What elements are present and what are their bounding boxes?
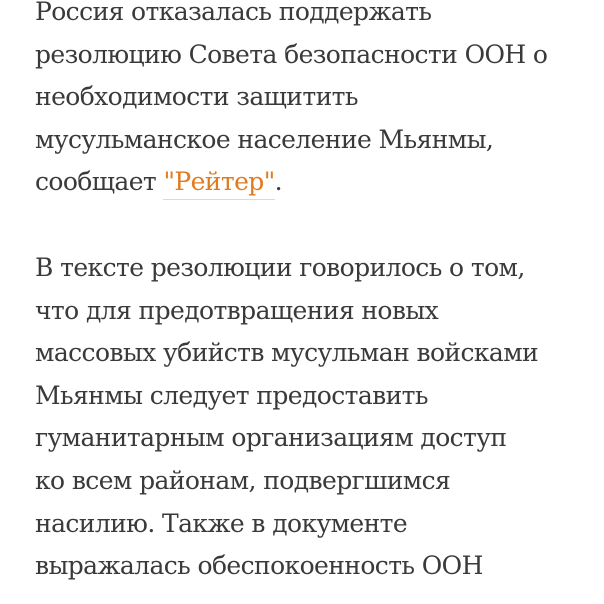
paragraph-line: резолюцию Совета безопасности ООН о [35,39,548,69]
paragraph-line: Мьянмы следует предоставить [35,380,428,410]
paragraph-2 [35,247,595,588]
paragraph-line [35,161,595,204]
paragraph-line: необходимости защитить [35,82,358,112]
paragraph-line: выражалась обеспокоенность ООН [35,551,483,581]
paragraph-line: Россия отказалась поддержать [35,0,432,26]
paragraph-line: В тексте резолюции говорилось о том, [35,252,525,282]
paragraph-line: насилию. Также в документе [35,508,408,538]
paragraph-line: мусульманское население Мьянмы, [35,124,494,154]
line-suffix: . [274,167,282,197]
paragraph-line: массовых убийств мусульман войсками [35,338,539,368]
article-body [35,0,595,588]
line-prefix: сообщает [35,167,164,197]
paragraph-line: ко всем районам, подвергшимся [35,465,451,495]
reuters-link[interactable]: "Рейтер" [163,167,274,200]
paragraph-line: гуманитарным организациям доступ [35,423,507,453]
paragraph-1 [35,0,595,204]
paragraph-line: что для предотвращения новых [35,295,439,325]
